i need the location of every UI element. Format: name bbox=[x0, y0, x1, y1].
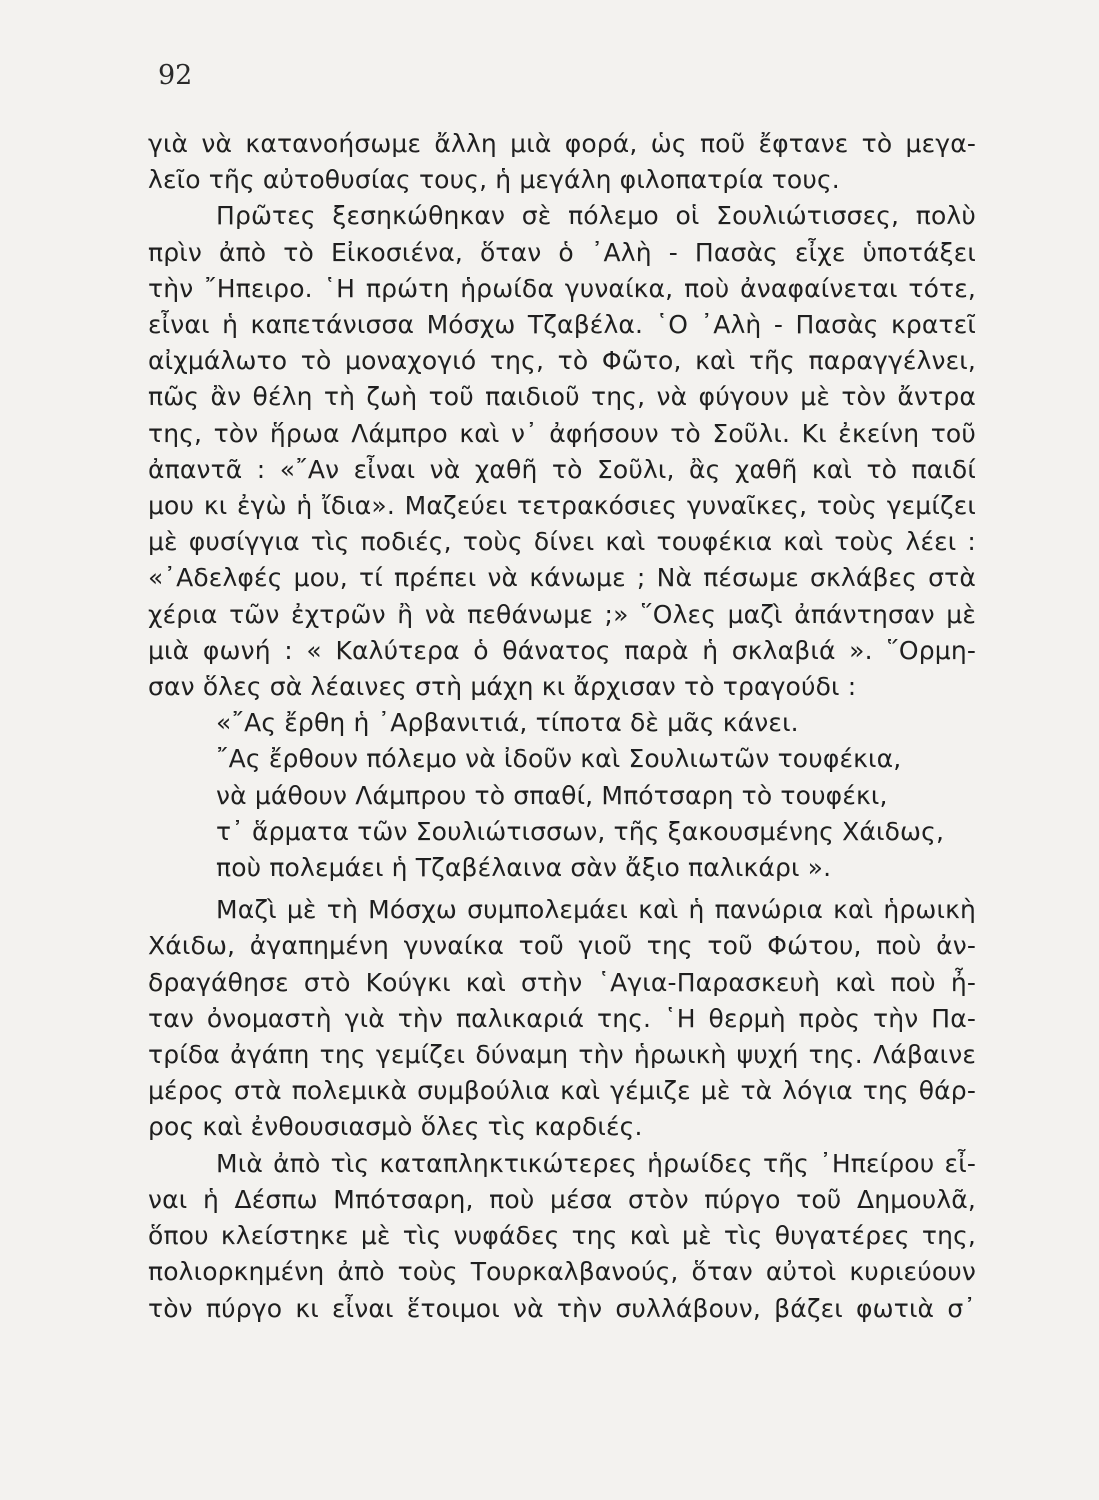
poem-verse bbox=[148, 705, 976, 886]
text-line: μὲ φυσίγγια τὶς ποδιές, τοὺς δίνει καὶ τουφέκια καὶ τοὺς λέει : bbox=[148, 527, 976, 557]
text-line: χέρια τῶν ἐχτρῶν ἢ νὰ πεθάνωμε ;» ῞Ολες μαζὶ ἀπάντησαν μὲ bbox=[148, 599, 976, 629]
text-line: μιὰ φωνή : « Καλύτερα ὁ θάνατος παρὰ ἡ σκλαβιά ». ῞Ορμη- bbox=[148, 635, 976, 665]
text-line: τρίδα ἀγάπη της γεμίζει δύναμη τὴν ἡρωικὴ ψυχή της. Λάβαινε bbox=[148, 1040, 976, 1070]
paragraph-4 bbox=[148, 1146, 976, 1327]
verse-line: ποὺ πολεμάει ἡ Τζαβέλαινα σὰν ἄξιο παλικάρι ». bbox=[216, 853, 832, 883]
text-line: μου κι ἐγὼ ἡ ἴδια». Μαζεύει τετρακόσιες γυναῖκες, τοὺς γεμίζει bbox=[148, 491, 976, 521]
verse-line: «῎Ας ἔρθη ἡ ᾿Αρβανιτιά, τίποτα δὲ μᾶς κάνει. bbox=[216, 708, 799, 738]
text-line: πολιορκημένη ἀπὸ τοὺς Τουρκαλβανούς, ὅταν αὐτοὶ κυριεύουν bbox=[148, 1257, 976, 1287]
text-line: πῶς ἂν θέλη τὴ ζωὴ τοῦ παιδιοῦ της, νὰ φύγουν μὲ τὸν ἄντρα bbox=[148, 382, 976, 412]
text-line: ταν ὀνομαστὴ γιὰ τὴν παλικαριά της. ῾Η θερμὴ πρὸς τὴν Πα- bbox=[148, 1003, 976, 1033]
text-line: ὅπου κλείστηκε μὲ τὶς νυφάδες της καὶ μὲ τὶς θυγατέρες της, bbox=[148, 1221, 976, 1251]
text-line: ρος καὶ ἐνθουσιασμὸ ὅλες τὶς καρδιές. bbox=[148, 1112, 643, 1142]
text-line: γιὰ νὰ κατανοήσωμε ἄλλη μιὰ φορά, ὡς ποῦ ἔφτανε τὸ μεγα- bbox=[148, 129, 976, 158]
text-line: «᾿Αδελφές μου, τί πρέπει νὰ κάνωμε ; Νὰ πέσωμε σκλάβες στὰ bbox=[148, 563, 976, 593]
text-line: Μιὰ ἀπὸ τὶς καταπληκτικώτερες ἡρωίδες τῆς ᾿Ηπείρου εἶ- bbox=[216, 1148, 976, 1178]
text-line: αἰχμάλωτο τὸ μοναχογιό της, τὸ Φῶτο, καὶ τῆς παραγγέλνει, bbox=[148, 346, 976, 376]
text-line: Πρῶτες ξεσηκώθηκαν σὲ πόλεμο οἱ Σουλιώτισσες, πολὺ bbox=[216, 201, 976, 231]
paragraph-1 bbox=[148, 126, 976, 198]
text-line: δραγάθησε στὸ Κούγκι καὶ στὴν ῾Αγια-Παρασκευὴ καὶ ποὺ ἦ- bbox=[148, 967, 976, 997]
text-line: σαν ὅλες σὰ λέαινες στὴ μάχη κι ἄρχισαν τὸ τραγούδι : bbox=[148, 672, 857, 702]
text-line: εἶναι ἡ καπετάνισσα Μόσχω Τζαβέλα. ῾Ο ᾿Αλὴ - Πασὰς κρατεῖ bbox=[148, 310, 976, 340]
text-line: ναι ἡ Δέσπω Μπότσαρη, ποὺ μέσα στὸν πύργο τοῦ Δημουλᾶ, bbox=[148, 1184, 976, 1214]
text-line: Χάιδω, ἀγαπημένη γυναίκα τοῦ γιοῦ της τοῦ Φώτου, ποὺ ἀν- bbox=[148, 931, 976, 961]
text-line: ἀπαντᾶ : «῎Αν εἶναι νὰ χαθῆ τὸ Σοῦλι, ἂς χαθῆ καὶ τὸ παιδί bbox=[148, 454, 976, 484]
text-line: λεῖο τῆς αὐτοθυσίας τους, ἡ μεγάλη φιλοπατρία τους. bbox=[148, 165, 840, 195]
text-line: τὸν πύργο κι εἶναι ἕτοιμοι νὰ τὴν συλλάβουν, βάζει φωτιὰ σ᾿ bbox=[148, 1293, 976, 1323]
paragraph-3 bbox=[148, 892, 976, 1145]
verse-line: ῎Ας ἔρθουν πόλεμο νὰ ἰδοῦν καὶ Σουλιωτῶν τουφέκια, bbox=[216, 744, 902, 774]
page-number: 92 bbox=[158, 60, 193, 91]
body-text bbox=[148, 126, 976, 1327]
text-line: πρὶν ἀπὸ τὸ Εἰκοσιένα, ὅταν ὁ ᾿Αλὴ - Πασὰς εἶχε ὑποτάξει bbox=[148, 237, 976, 267]
verse-line: τ᾿ ἅρματα τῶν Σουλιώτισσων, τῆς ξακουσμένης Χάιδως, bbox=[216, 816, 945, 846]
paragraph-2 bbox=[148, 198, 976, 705]
text-line: Μαζὶ μὲ τὴ Μόσχω συμπολεμάει καὶ ἡ πανώρια καὶ ἡρωικὴ bbox=[216, 895, 976, 925]
text-line: της, τὸν ἥρωα Λάμπρο καὶ ν᾿ ἀφήσουν τὸ Σοῦλι. Κι ἐκείνη τοῦ bbox=[148, 418, 976, 448]
verse-line: νὰ μάθουν Λάμπρου τὸ σπαθί, Μπότσαρη τὸ τουφέκι, bbox=[216, 780, 888, 810]
text-line: τὴν ῎Ηπειρο. ῾Η πρώτη ἡρωίδα γυναίκα, ποὺ ἀναφαίνεται τότε, bbox=[148, 273, 976, 303]
text-line: μέρος στὰ πολεμικὰ συμβούλια καὶ γέμιζε μὲ τὰ λόγια της θάρ- bbox=[148, 1076, 976, 1106]
